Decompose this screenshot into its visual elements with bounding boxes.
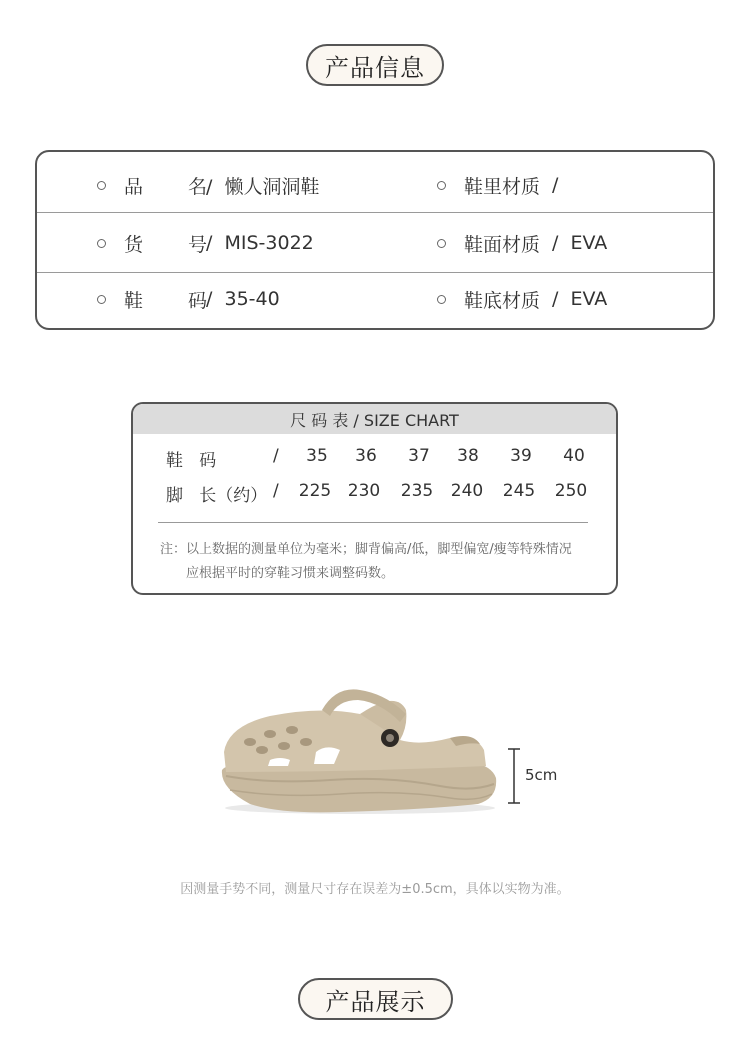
label-char: 货 bbox=[124, 233, 144, 256]
section-title-product-info: 产品信息 bbox=[306, 44, 444, 86]
bullet-icon bbox=[97, 239, 106, 248]
bullet-icon bbox=[97, 181, 106, 190]
size-row-label: 脚 长（约） bbox=[166, 486, 268, 506]
info-cell-upper bbox=[437, 230, 607, 257]
info-value: / EVA bbox=[552, 288, 608, 310]
info-value: / 35-40 bbox=[206, 288, 280, 310]
label-char: 码 bbox=[188, 289, 208, 312]
height-label: 5cm bbox=[525, 766, 558, 784]
size-note: 应根据平时的穿鞋习惯来调整码数。 bbox=[186, 566, 395, 581]
bullet-icon bbox=[97, 295, 106, 304]
size-row-label: 鞋 码 bbox=[166, 451, 217, 471]
label-char: 号 bbox=[188, 233, 208, 256]
bullet-icon bbox=[437, 295, 446, 304]
label-char: 品 bbox=[124, 175, 144, 198]
info-label: 鞋底材质 bbox=[464, 289, 541, 312]
info-label: 鞋面材质 bbox=[464, 233, 541, 256]
label-char: 名 bbox=[188, 175, 208, 198]
info-row bbox=[37, 156, 713, 214]
divider bbox=[158, 522, 588, 523]
bullet-icon bbox=[437, 181, 446, 190]
size-value: 37 bbox=[408, 446, 430, 466]
size-value: 39 bbox=[510, 446, 532, 466]
size-value: 38 bbox=[457, 446, 479, 466]
size-value: 245 bbox=[502, 481, 536, 501]
size-row-slash: / bbox=[273, 446, 279, 466]
size-value: 36 bbox=[355, 446, 377, 466]
size-value: 35 bbox=[306, 446, 328, 466]
size-value: 40 bbox=[563, 446, 585, 466]
clog-illustration bbox=[210, 680, 510, 820]
bullet-icon bbox=[437, 239, 446, 248]
size-row-slash: / bbox=[273, 481, 279, 501]
size-value: 225 bbox=[298, 481, 332, 501]
measurement-disclaimer: 因测量手势不同，测量尺寸存在误差为±0.5cm，具体以实物为准。 bbox=[180, 882, 570, 897]
product-info-table bbox=[35, 150, 715, 330]
info-cell-size bbox=[97, 286, 280, 313]
size-value: 235 bbox=[400, 481, 434, 501]
size-row-shoe-size bbox=[133, 446, 616, 474]
info-row bbox=[37, 270, 713, 328]
info-cell-lining bbox=[437, 172, 558, 199]
info-row bbox=[37, 214, 713, 272]
size-value: 230 bbox=[347, 481, 381, 501]
info-value: / MIS-3022 bbox=[206, 232, 314, 254]
size-note: 注：以上数据的测量单位为毫米；脚背偏高/低，脚型偏宽/瘦等特殊情况 bbox=[160, 542, 572, 557]
size-chart-title: 尺 码 表 / SIZE CHART bbox=[133, 404, 616, 434]
size-chart bbox=[131, 402, 618, 595]
info-label: 鞋里材质 bbox=[464, 175, 541, 198]
info-cell-name bbox=[97, 172, 319, 199]
info-cell-sku bbox=[97, 230, 314, 257]
info-cell-sole bbox=[437, 286, 607, 313]
info-value: / 懒人洞洞鞋 bbox=[206, 175, 320, 198]
section-title-product-display: 产品展示 bbox=[298, 978, 453, 1020]
size-row-foot-length bbox=[133, 481, 616, 509]
size-value: 240 bbox=[450, 481, 484, 501]
label-char: 鞋 bbox=[124, 289, 144, 312]
size-value: 250 bbox=[554, 481, 588, 501]
product-image-clog bbox=[210, 680, 510, 820]
info-value: / bbox=[552, 174, 559, 196]
height-dimension-icon bbox=[507, 748, 521, 804]
info-value: / EVA bbox=[552, 232, 608, 254]
